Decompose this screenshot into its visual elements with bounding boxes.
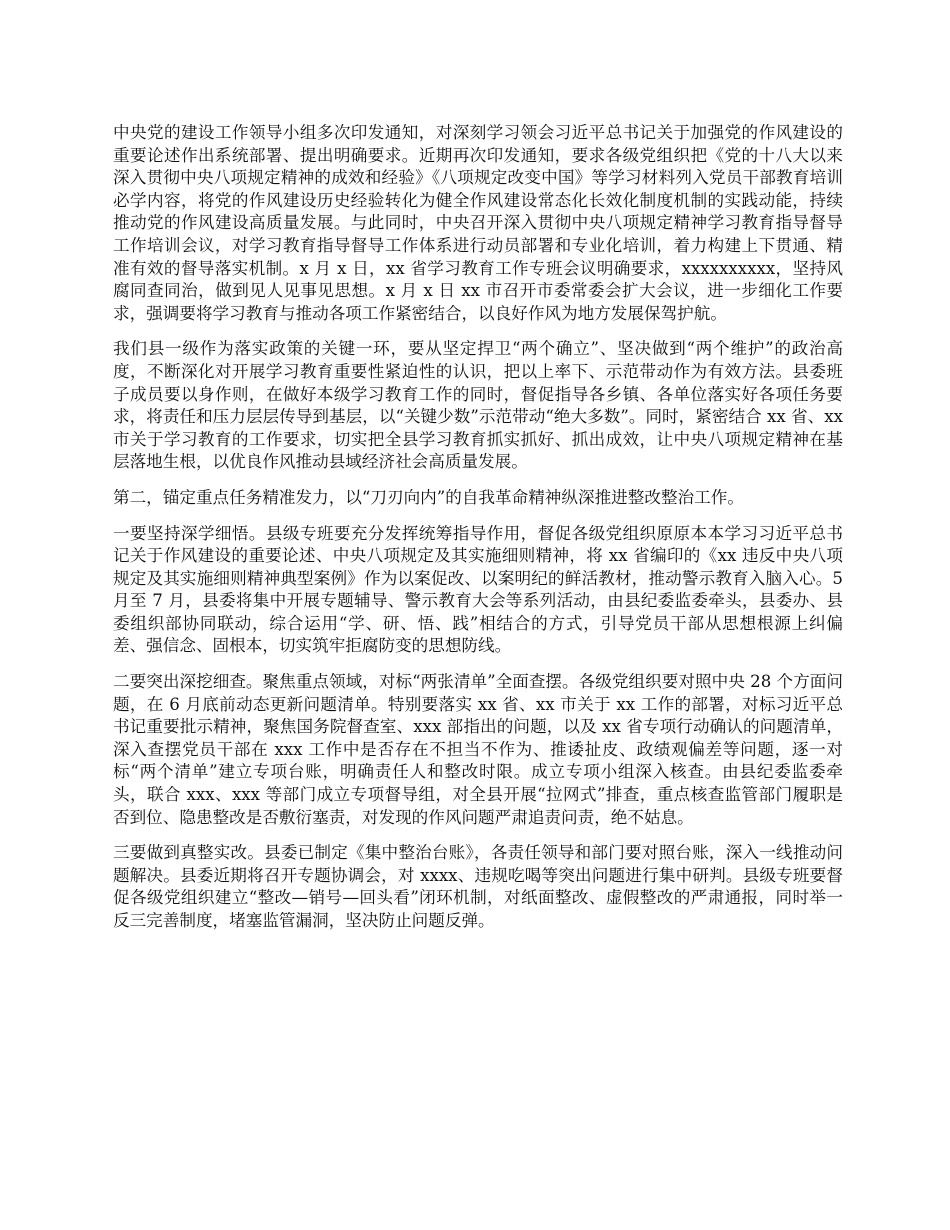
document-body bbox=[113, 122, 843, 946]
paragraph-study-deeply: 一要坚持深学细悟。县级专班要充分发挥统筹指导作用，督促各级党组织原原本本学习习近平总书记关于作风建设的重要论述、中央八项规定及其实施细则精神，将 xx 省编印的《xx 违反中央八项规定及其实施细则精神典型案例》作为以案促改、以案明纪的鲜活教材，推动警示教育入脑入心。5 月至 7 月，县委将集中开展专题辅导、警示教育大会等系列活动，由县纪委监委牵头，县委办、县委组织部协同联动，综合运用“学、研、悟、践”相结合的方式，引导党员干部从思想根源上纠偏差、强信念、固根本，切实筑牢拒腐防变的思想防线。 bbox=[113, 523, 843, 656]
paragraph-real-rectification: 三要做到真整实改。县委已制定《集中整治台账》，各责任领导和部门要对照台账，深入一线推动问题解决。县委近期将召开专题协调会，对 xxxx、违规吃喝等突出问题进行集中研判。县级专班要督促各级党组织建立“整改—销号—回头看”闭环机制，对纸面整改、虚假整改的严肃通报，同时举一反三完善制度，堵塞监管漏洞，坚决防止问题反弹。 bbox=[113, 843, 843, 930]
paragraph-county-role: 我们县一级作为落实政策的关键一环，要从坚定捍卫“两个确立”、坚决做到“两个维护”的政治高度，不断深化对开展学习教育重要性紧迫性的认识，把以上率下、示范带动作为有效方法。县委班子成员要以身作则，在做好本级学习教育工作的同时，督促指导各乡镇、各单位落实好各项任务要求，将责任和压力层层传导到基层，以“关键少数”示范带动“绝大多数”。同时，紧密结合 xx 省、xx 市关于学习教育的工作要求，切实把全县学习教育抓实抓好、抓出成效，让中央八项规定精神在基层落地生根，以优良作风推动县域经济社会高质量发展。 bbox=[113, 339, 843, 472]
paragraph-background: 中央党的建设工作领导小组多次印发通知，对深刻学习领会习近平总书记关于加强党的作风建设的重要论述作出系统部署、提出明确要求。近期再次印发通知，要求各级党组织把《党的十八大以来深入贯彻中央八项规定精神的成效和经验》《八项规定改变中国》等学习材料列入党员干部教育培训必学内容，将党的作风建设历史经验转化为健全作风建设常态化长效化制度机制的实践动能，持续推动党的作风建设高质量发展。与此同时，中央召开深入贯彻中央八项规定精神学习教育指导督导工作培训会议，对学习教育指导督导工作体系进行动员部署和专业化培训，着力构建上下贯通、精准有效的督导落实机制。x 月 x 日，xx 省学习教育工作专班会议明确要求，xxxxxxxxxx，坚持风腐同查同治，做到见人见事见思想。x 月 x 日 xx 市召开市委常委会扩大会议，进一步细化工作要求，强调要将学习教育与推动各项工作紧密结合，以良好作风为地方发展保驾护航。 bbox=[113, 123, 843, 323]
paragraph-dig-deep: 二要突出深挖细查。聚焦重点领域，对标“两张清单”全面查摆。各级党组织要对照中央 28 个方面问题，在 6 月底前动态更新问题清单。特别要落实 xx 省、xx 市关于 xx 工作的部署，对标习近平总书记重要批示精神，聚焦国务院督查室、xxx 部指出的问题，以及 xx 省专项行动确认的问题清单，深入查摆党员干部在 xxx 工作中是否存在不担当不作为、推诿扯皮、政绩观偏差等问题，逐一对标“两个清单”建立专项台账，明确责任人和整改时限。成立专项小组深入核查。由县纪委监委牵头，联合 xxx、xxx 等部门成立专项督导组，对全县开展“拉网式”排查，重点核查监管部门履职是否到位、隐患整改是否敷衍塞责，对发现的作风问题严肃追责问责，绝不姑息。 bbox=[113, 672, 843, 827]
paragraph-section-heading: 第二，锚定重点任务精准发力，以“刀刃向内”的自我革命精神纵深推进整改整治工作。 bbox=[113, 487, 744, 507]
